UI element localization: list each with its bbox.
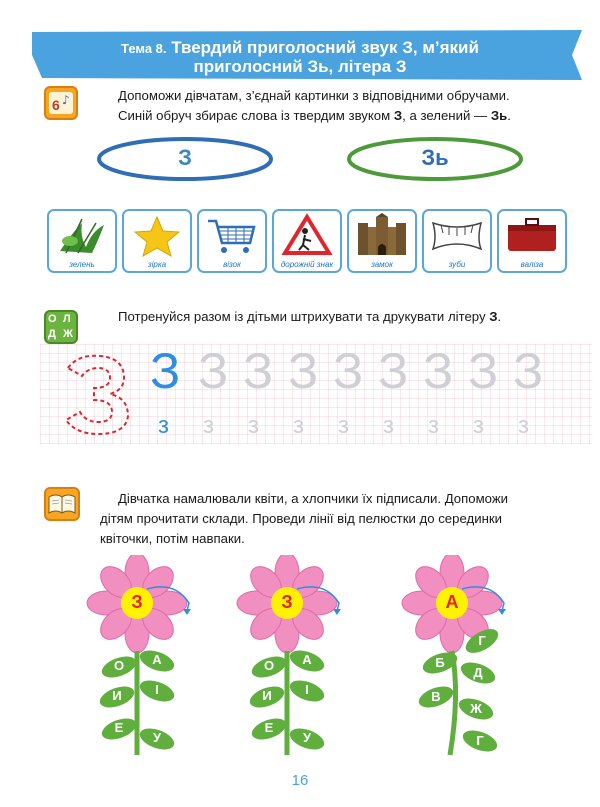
trace-letter-big[interactable]: З [243, 343, 274, 399]
card-teeth[interactable] [422, 209, 492, 273]
card-caption: дорожній знак [280, 260, 334, 269]
castle-icon [352, 213, 412, 257]
task1-line-2-start: Синій обруч збирає слова із твердим звуком [118, 108, 394, 123]
music-book-icon [44, 86, 78, 120]
road-sign-icon [277, 213, 337, 257]
trace-letter-big[interactable]: З [468, 343, 499, 399]
task3-line-2: дітям прочитати склади. Проведи лінії від пелюстки до серединки [100, 511, 502, 526]
leaf-letter: Е [114, 720, 124, 735]
shopping-cart-icon [202, 213, 262, 257]
leaf-letter: И [112, 688, 122, 703]
suitcase-icon [502, 213, 562, 257]
open-book-icon [44, 487, 80, 521]
flower-2-center-letter: З [281, 592, 293, 612]
blue-hoop-label: З [178, 145, 192, 170]
card-caption: зуби [448, 260, 466, 269]
trace-letter-small[interactable]: з [473, 412, 485, 439]
card-greens[interactable] [47, 209, 117, 273]
block-letter: Ж [63, 328, 73, 340]
hard-sound-letter: З [393, 108, 403, 123]
card-caption: зелень [69, 260, 95, 269]
task2-text-end: . [497, 309, 502, 324]
leaf-letter: І [305, 682, 309, 697]
trace-letter-big[interactable]: З [333, 343, 364, 399]
star-icon [127, 213, 187, 257]
card-cart[interactable] [197, 209, 267, 273]
leaf-letter: Г [476, 733, 484, 748]
flower-1-center-letter: З [131, 592, 143, 612]
sample-letter-small: з [158, 412, 170, 439]
card-caption: візок [223, 260, 241, 269]
teeth-icon [427, 213, 487, 257]
block-letter: Д [48, 328, 56, 340]
trace-letter-big[interactable]: З [423, 343, 454, 399]
trace-letter-small[interactable]: з [293, 412, 305, 439]
trace-letter-small[interactable]: з [248, 412, 260, 439]
trace-letter-big[interactable]: З [198, 343, 229, 399]
topic-number: Тема 8. [121, 41, 167, 56]
greens-icon [52, 213, 112, 257]
flower-3[interactable] [400, 555, 540, 760]
task3-instructions [100, 489, 590, 549]
page-number: 16 [291, 772, 309, 789]
sample-letter-big: З [150, 343, 181, 399]
leaf-letter: Г [478, 633, 486, 648]
svg-text:♪: ♪ [62, 93, 70, 107]
task1-line-2 [118, 106, 588, 126]
card-caption: валіза [520, 260, 544, 269]
card-star[interactable] [122, 209, 192, 273]
leaf-letter: У [152, 730, 162, 745]
task1-line-2-end: . [507, 108, 511, 123]
leaf-letter: О [113, 658, 125, 673]
leaf-letter: Ж [470, 701, 482, 716]
trace-letter-big[interactable]: З [378, 343, 409, 399]
trace-letter-small[interactable]: з [428, 412, 440, 439]
leaf-letter: І [155, 682, 159, 697]
topic-title: Твердий приголосний звук З, м’який [171, 38, 479, 57]
task1-instructions [118, 86, 588, 126]
leaf-letter: И [262, 688, 272, 703]
task2-instructions [118, 307, 588, 327]
trace-letter-small[interactable]: з [518, 412, 530, 439]
card-castle[interactable] [347, 209, 417, 273]
leaf-letter: У [302, 730, 312, 745]
card-road-sign[interactable] [272, 209, 342, 273]
task1-line-2-mid: , а зелений — [402, 108, 491, 123]
block-letter: О [48, 313, 57, 325]
card-suitcase[interactable] [497, 209, 567, 273]
task3-line-3: квіточки, потім навпаки. [100, 531, 245, 546]
block-letter: Л [63, 313, 71, 325]
trace-letter-small[interactable]: з [338, 412, 350, 439]
task3-line-1: Дівчатка намалювали квіти, а хлопчики їх підписали. Допоможи [118, 491, 509, 506]
card-caption: замок [371, 260, 393, 269]
flower-3-center-letter: А [445, 592, 459, 612]
dashed-letter-outline [58, 350, 142, 438]
task2-text: Потренуйся разом із дітьми штрихувати та друкувати літеру [118, 309, 490, 324]
trace-letter-big[interactable]: З [513, 343, 544, 399]
leaf-letter: О [263, 658, 275, 673]
trace-letter-big[interactable]: З [288, 343, 319, 399]
page-title-line-1 [0, 38, 600, 58]
leaf-letter: Д [473, 665, 483, 680]
leaf-letter: Б [435, 655, 445, 670]
svg-text:6: 6 [52, 97, 60, 113]
letter-blocks-icon [44, 310, 78, 344]
trace-letter-small[interactable]: з [203, 412, 215, 439]
leaf-letter: Е [264, 720, 274, 735]
page-title-line-2: приголосний Зь, літера З [193, 57, 407, 76]
leaf-letter: В [431, 689, 441, 704]
card-caption: зірка [147, 260, 167, 269]
leaf-letter: А [302, 652, 312, 667]
trace-letter-small[interactable]: з [383, 412, 395, 439]
green-hoop-label: Зь [421, 145, 449, 170]
leaf-letter: А [152, 652, 162, 667]
task1-line-1: Допоможи дівчатам, з’єднай картинки з відповідними обручами. [118, 88, 510, 103]
task2-letter: З [489, 309, 498, 324]
soft-sound-letter: Зь [490, 108, 508, 123]
